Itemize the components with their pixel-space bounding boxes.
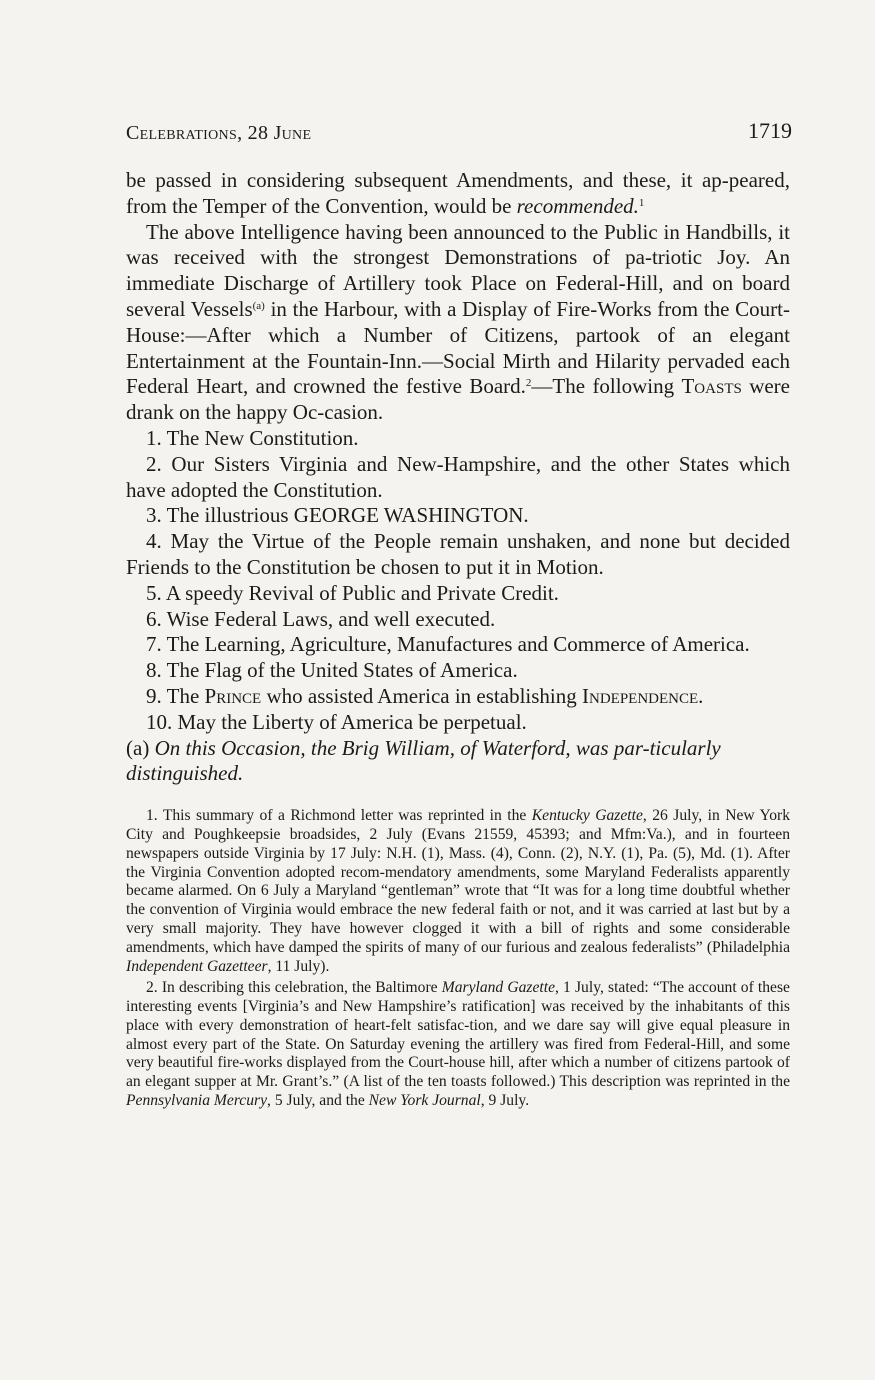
toast-8: 8. The Flag of the United States of America. xyxy=(146,658,518,683)
p2-toasts: Toasts xyxy=(681,374,742,399)
head-title-part3: June xyxy=(273,122,312,144)
toast-9 xyxy=(126,684,790,710)
running-head-title xyxy=(126,122,311,145)
p2-part-d: were drank on the happy Oc-casion. xyxy=(126,374,790,425)
editorial-note-a xyxy=(126,736,790,788)
toast-9-part-a: 9. The xyxy=(146,683,205,708)
fn2-italic-1: Maryland Gazette xyxy=(441,979,556,997)
p2-part-a: The above Intelligence having been announced to the Public in Handbills, it was received with the strongest Demonstrations of pa-triotic Joy. An immediate Discharge of Artillery took Place on Federal-Hill, and on board several Vessels xyxy=(126,219,790,321)
running-head xyxy=(126,116,790,150)
fn1-part-b: , 26 July, in New York City and Poughkeepsie broadsides, 2 July (Evans 21559, 45393; and Mfm:Va.), and in fourteen newspapers outside Virginia by 17 July: N.H. (1), Mass. (4), Conn. (2), N.Y. (1), Pa. (5), Md. (1). After the Virginia Convention adopted recom-mendatory amendments, some Maryland Federalists apparently became alarmed. On 6 July a Maryland “gentleman” wrote that “It was for a long time doubtful whether the convention of Virginia would embrace the new federal faith or not, and it was carried at last but by a very small majority. They have however clogged it with a bill of rights and some considerable amendments, which have damped the spirits of many of our furious and zealous federalists” (Philadelphia xyxy=(126,807,791,956)
note-a-text: On this Occasion, the Brig William, of Waterford, was par-ticularly distinguished. xyxy=(126,735,721,786)
toast-9-independence: Independence xyxy=(582,683,699,708)
p2-part-b: in the Harbour, with a Display of Fire-Works from the Court-House:—After which a Number of Citizens, partook of an elegant Entertainment at the Fountain-Inn.—Social Mirth and Hilarity pervaded each Federal Heart, and crowned the festive Board. xyxy=(126,296,790,399)
fn2-part-d: , 9 July. xyxy=(480,1092,530,1110)
toast-9-part-b: who assisted America in establishing xyxy=(261,683,583,708)
fn2-part-c: , 5 July, and the xyxy=(267,1092,369,1110)
p1-text: be passed in considering subsequent Amendments, and these, it ap-peared, from the Temper of the Convention, would be xyxy=(126,168,790,218)
toast-4: 4. May the Virtue of the People remain unshaken, and none but decided Friends to the Constitution be chosen to put it in Motion. xyxy=(126,529,790,579)
fn2-italic-2: Pennsylvania Mercury xyxy=(126,1092,268,1110)
toast-9-prince: Prince xyxy=(204,683,262,708)
head-title-part1: Celebrations xyxy=(126,122,238,144)
fn2-part-a: 2. In describing this celebration, the Baltimore xyxy=(146,979,442,997)
toast-9-part-c: . xyxy=(698,683,704,708)
toast-1: 1. The New Constitution. xyxy=(146,425,359,450)
note-ref-a: (a) xyxy=(252,299,265,312)
toast-7: 7. The Learning, Agriculture, Manufactures and Commerce of America. xyxy=(146,632,750,657)
page-number: 1719 xyxy=(748,118,792,143)
fn2-italic-3: New York Journal xyxy=(368,1092,481,1110)
paragraph-2 xyxy=(126,220,790,426)
toast-2: 2. Our Sisters Virginia and New-Hampshire, and the other States which have adopted the Constitution. xyxy=(126,451,790,502)
footnote-ref-2: 2 xyxy=(525,377,532,390)
footnote-ref-1: 1 xyxy=(638,196,645,209)
footnote-2 xyxy=(126,979,790,1111)
head-title-part2: , 28 xyxy=(237,122,274,144)
p2-part-c: —The following xyxy=(531,374,682,399)
p1-italic: recommended. xyxy=(516,193,639,218)
footnotes xyxy=(126,807,790,1111)
main-text xyxy=(126,168,790,787)
fn1-part-a: 1. This summary of a Richmond letter was reprinted in the xyxy=(146,807,532,825)
toast-3: 3. The illustrious GEORGE WASHINGTON. xyxy=(146,503,529,528)
fn1-italic-2: Independent Gazetteer xyxy=(126,957,268,975)
fn2-part-b: , 1 July, stated: “The account of these interesting events [Virginia’s and New Hampshire’s ratification] was received by the inhabitants of this place with every demonstration of heart-felt satisfac-tion, and we dare say will give equal pleasure in almost every part of the State. On Saturday evening the artillery was fired from Federal-Hill, and some very beautiful fire-works displayed from the Court-house hill, after which a number of citizens partook of an elegant supper at Mr. Grant’s.” (A list of the ten toasts followed.) This description was reprinted in the xyxy=(126,979,790,1091)
toast-5: 5. A speedy Revival of Public and Private Credit. xyxy=(146,580,559,605)
book-page xyxy=(126,116,790,1111)
fn1-italic-1: Kentucky Gazette xyxy=(531,807,643,825)
toast-10: 10. May the Liberty of America be perpetual. xyxy=(146,709,527,734)
toast-6: 6. Wise Federal Laws, and well executed. xyxy=(146,606,496,631)
paragraph-1 xyxy=(126,168,790,220)
footnote-1 xyxy=(126,807,790,976)
fn1-part-c: , 11 July). xyxy=(267,957,330,975)
note-a-label: (a) xyxy=(126,735,155,760)
